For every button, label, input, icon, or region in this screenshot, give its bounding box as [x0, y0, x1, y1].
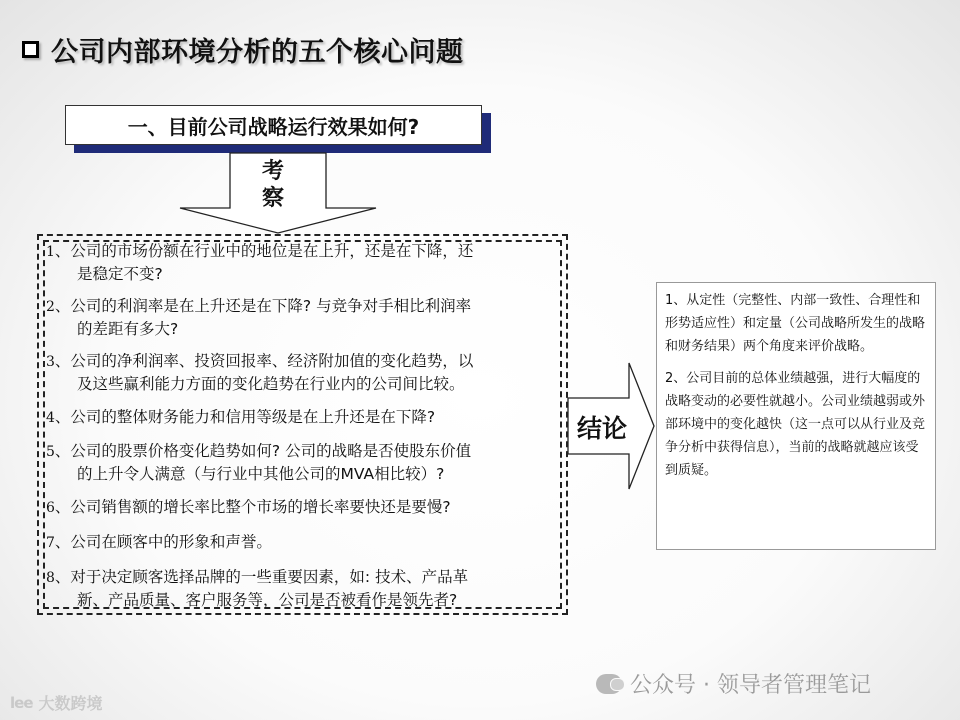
watermark-text: 公众号 · 领导者管理笔记: [630, 673, 871, 698]
title-row: [22, 30, 464, 69]
logo-text: 大数跨境: [38, 694, 103, 713]
question-text: 一、目前公司战略运行效果如何?: [127, 114, 420, 139]
list-item-text: 、公司的净利润率、投资回报率、经济附加值的变化趋势，以: [54, 352, 474, 370]
list-item: [46, 406, 564, 429]
list-item-text-cont: 及这些赢利能力方面的变化趋势在行业内的公司间比较。: [77, 375, 465, 393]
list-item-text: 、公司的股票价格变化趋势如何? 公司的战略是否使股东价值: [54, 442, 472, 460]
kaocha-char-1: 考: [261, 159, 284, 184]
list-item: [46, 566, 564, 611]
list-item: [46, 350, 564, 395]
list-item: [46, 240, 564, 285]
list-item-number: 1: [46, 244, 55, 260]
list-item-text: 、公司的市场份额在行业中的地位是在上升，还是在下降，还: [54, 242, 474, 260]
list-item: [46, 295, 564, 340]
conclusion-point-1: 1、从定性（完整性、内部一致性、合理性和形势适应性）和定量（公司战略所发生的战略和财务结果）两个角度来评价战略。: [665, 293, 926, 354]
list-item-text-cont: 新、产品质量、客户服务等，公司是否被看作是领先者?: [77, 591, 458, 609]
list-item-text: 、公司在顾客中的形象和声誉。: [54, 533, 272, 551]
question-box: [65, 105, 482, 145]
list-item-text-cont: 的上升令人满意（与行业中其他公司的MVA相比较）?: [77, 465, 445, 483]
list-item-number: 2: [46, 299, 55, 315]
checkbox-bullet-icon: [22, 41, 39, 58]
list-item-text: 、公司销售额的增长率比整个市场的增长率要快还是要慢?: [54, 498, 451, 516]
watermark: [596, 668, 871, 699]
list-item-number: 6: [46, 500, 55, 516]
list-item: [46, 531, 564, 554]
list-item-text: 、公司的利润率是在上升还是在下降? 与竞争对手相比利润率: [54, 297, 472, 315]
list-item-text-cont: 是稳定不变?: [77, 265, 163, 283]
list-item-number: 5: [46, 444, 55, 460]
list-item: [46, 440, 564, 485]
kaocha-label: [248, 158, 298, 212]
page-title: 公司内部环境分析的五个核心问题: [51, 37, 464, 68]
conclusion-label: 结论: [577, 414, 628, 443]
list-item-number: 7: [46, 535, 55, 551]
list-item-number: 3: [46, 354, 55, 370]
kaocha-char-2: 察: [261, 186, 284, 211]
list-item-text-cont: 的差距有多大?: [77, 320, 179, 338]
list-item-number: 8: [46, 570, 55, 586]
conclusion-point-2: 2、公司目前的总体业绩越强，进行大幅度的战略变动的必要性就越小。公司业绩越弱或外部环境中的变化越快（这一点可以从行业及竞争分析中获得信息），当前的战略就越应该受到质疑。: [665, 371, 926, 478]
list-item-text: 、公司的整体财务能力和信用等级是在上升还是在下降?: [54, 408, 436, 426]
conclusion-box: [656, 282, 936, 550]
logo-mark-icon: lee: [10, 693, 33, 712]
wechat-icon: [596, 674, 622, 694]
list-item: [46, 496, 564, 519]
logo: [10, 691, 103, 714]
list-item-number: 4: [46, 410, 55, 426]
list-item-text: 、对于决定顾客选择品牌的一些重要因素，如: 技术、产品革: [54, 568, 469, 586]
